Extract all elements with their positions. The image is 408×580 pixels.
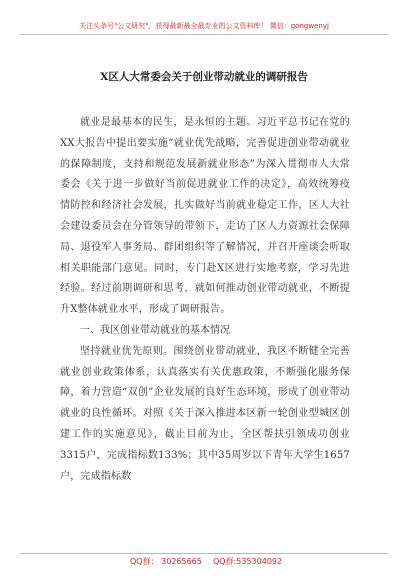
section-paragraph: 坚持就业优先原则。围绕创业带动就业，我区不断健全完善就业创业政策体系，认真落实有关优惠政策，不断强化服务保障，着力营造“双创”企业发展的良好生态环境，形成了创业带动就业的良性循环。对照《关于深入推进本区新一轮创业型城区创建工作的实施意见》，截止目前为止，全区帮扶引领成功创业3315户，完成指标数133%；其中35周岁以下青年大学生1657户，完成指标数 (60, 345, 350, 482)
section-heading: 一、我区创业带动就业的基本情况 (80, 324, 230, 336)
promo-header (0, 0, 408, 34)
promo-footer (0, 556, 408, 570)
document-title: X区人大常委会关于创业带动就业的调研报告 (100, 71, 308, 83)
qq-group-left: QQ群： 30265665 (130, 557, 202, 566)
document-body (60, 113, 350, 487)
qq-group-right: QQ群:535304092 (213, 557, 283, 566)
promo-header-text: 关注头条号"公文研究"，获得最新最全最专业的公文资料库！ 微信：gongwenyj (79, 22, 329, 30)
intro-paragraph: 就业是最基本的民生，是永恒的主题。习近平总书记在党的XX大报告中提出要实施“就业优先战略，完善促进创业带动就业的保障制度，支持和规范发展新就业形态”为深入贯彻市人大常委会《关于进一步做好当前促进就业工作的决定》，高效统筹疫情防控和经济社会发展，扎实做好当前就业稳定工作，区人大社会建设委员会在分管领导的带领下，走访了区人力资源社会保障局、退役军人事务局、群团组织等了解情况，并召开座谈会听取相关职能部门意见。同时，专门赴X区进行实地考察，学习先进经验。经过前期调研和思考，就如何推动创业带动就业，不断提升X整体就业水平，形成了调研报告。 (60, 117, 350, 316)
footer-divider (20, 553, 388, 554)
header-divider (20, 34, 388, 35)
